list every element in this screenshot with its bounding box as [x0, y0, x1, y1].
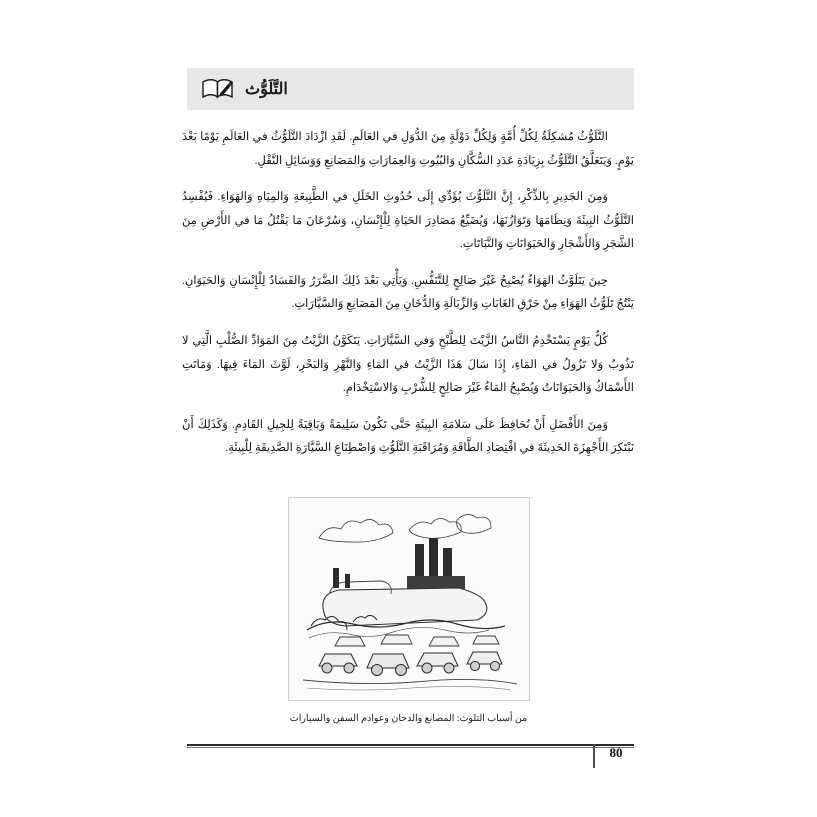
- footer-rule-thin: [187, 747, 634, 748]
- footer-tick: [593, 744, 595, 768]
- open-book-pencil-icon: [201, 77, 235, 101]
- pollution-illustration: [288, 497, 530, 701]
- paragraph: التَّلَوُّثُ مُشكِلَةٌ لِكُلِّ أُمَّةٍ وَلِكُلِّ دَوْلَةٍ مِنَ الدُّوَلِ في العَالَمِ. لَقَدِ ازْدَادَ التَّلَوُّثُ في العَالَمِ يَوْمًا بَعْدَ يَوْمٍ. وَيَتَعَلَّقُ التَّلَوُّثُ بِزِيَادَةِ عَدَدِ السُّكَّانِ وَالبُيُوتِ وَالعِمَارَاتِ وَالمَصَانِعِ وَوَسَائِلِ النَّقْلِ.: [182, 131, 634, 167]
- paragraph: وَمِنَ الأَفْضَلِ أَنْ نُحَافِظَ عَلَى سَلامَةِ البِيئَةِ حَتَّى تَكُونَ سَلِيمَةً وَبَاقِيَةً لِلجِيلِ القَادِمِ. وَكَذَلِكَ أَنْ نَبْتَكِرَ الأَجْهِزَةَ الحَدِيثَةَ في اقْتِصَادِ الطَّاقَةِ وَمُرَاقَبَةِ التَّلَوُّثِ وَاصْطِنَاعِ السَّيَّارَةِ الصَّدِيقَةِ لِلْبِيئَةِ.: [182, 418, 634, 455]
- figure: [0, 497, 817, 724]
- paragraph: حِينَ يَتَلَوَّثُ الهَوَاءُ يُصْبِحُ غَيْرَ صَالِحٍ لِلتَّنَفُّسِ. وَيَأْتِي بَعْدَ ذَلِكَ الضَّرَرُ وَالفَسَادُ لِلْإِنْسَانِ وَالحَيَوَانِ. يَنْتُجُ تَلَوُّثُ الهَوَاءِ مِنْ حَرْقِ الغَابَاتِ وَالزِّبَالَةِ وَالدُّخَانِ مِنَ المَصَانِعِ وَالسَّيَّارَاتِ.: [182, 274, 634, 311]
- article-body: [182, 126, 634, 474]
- footer-rule: [187, 744, 634, 746]
- page-number: 80: [609, 745, 623, 760]
- figure-caption: من أسباب التلوث: المصانع والدخان وعوادم السفن والسيارات: [289, 714, 528, 724]
- section-header: [187, 68, 634, 110]
- page-title: التَّلَوُّث: [245, 81, 288, 98]
- paragraph: وَمِنَ الجَدِيرِ بِالذِّكْرِ، إِنَّ التَّلَوُّثَ يُؤَدِّي إِلَى حُدُوثِ الخَلَلِ في الطَّبِيعَةِ وَالمِيَاهِ وَالهَوَاءِ. فَيُفْسِدُ التَّلَوُّثُ البِيئَةَ وَنِظَامَهَا وَتَوَازُنَهَا، وَيُضَيِّعُ مَصَادِرَ الحَيَاةِ لِلْإِنْسَانِ، وَسُرْعَانَ مَا يَقْتُلُ مَا في الأَرْضِ مِنَ الشَّجَرِ وَالأَشْجَارِ وَالحَيَوَانَاتِ وَالنَّبَاتَاتِ.: [182, 191, 634, 251]
- paragraph: كُلُّ يَوْمٍ يَسْتَخْدِمُ النَّاسُ الزَّيْتَ لِلطَّبْخِ وَفي السَّيَّارَاتِ. يَتَكَوَّنُ الزَّيْتُ مِنَ المَوَادِّ الصُّلْبِ الَّتِي لا تَذُوبُ وَلا تَزُولُ في المَاءِ، إِذَا سَالَ هَذَا الزَّيْتُ في المَاءِ وَالنَّهْرِ وَالبَحْرِ، لَوَّثَ المَاءَ فِيهَا. وَمَاتَتِ الأَسْمَاكُ وَالحَيَوَانَاتُ وَيُصْبِحُ المَاءُ غَيْرَ صَالِحٍ لِلشُّرْبِ وَالاسْتِخْدَامِ.: [182, 334, 634, 395]
